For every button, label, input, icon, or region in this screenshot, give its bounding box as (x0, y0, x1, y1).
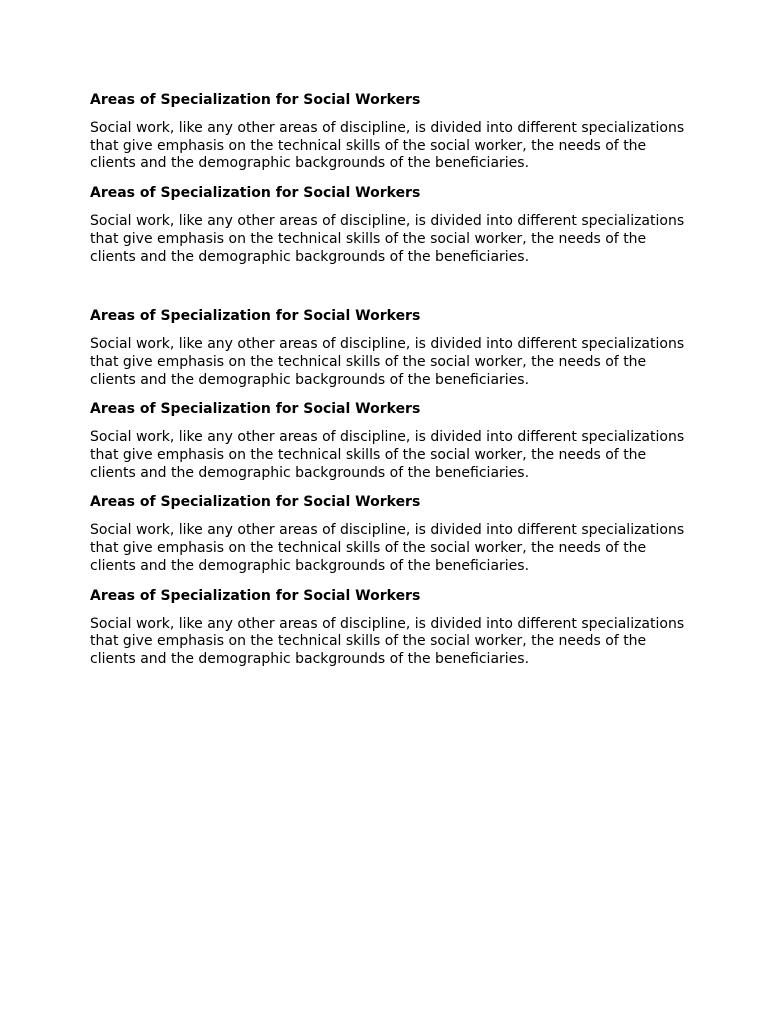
paragraph-line: that give emphasis on the technical skills of the social worker, the needs of the (90, 230, 647, 247)
section-1 (90, 90, 690, 173)
section-heading: Areas of Specialization for Social Workers (90, 185, 421, 202)
section-6 (90, 586, 690, 669)
document-page (90, 90, 690, 679)
paragraph-line: that give emphasis on the technical skills of the social worker, the needs of the (90, 540, 647, 557)
paragraph-line: Social work, like any other areas of discipline, is divided into different specializations (90, 522, 685, 539)
paragraph-line: clients and the demographic backgrounds of the beneficiaries. (90, 557, 530, 574)
blank-gap (90, 276, 690, 306)
paragraph-line: clients and the demographic backgrounds of the beneficiaries. (90, 371, 530, 388)
section-paragraph (90, 213, 690, 266)
paragraph-line: Social work, like any other areas of discipline, is divided into different specializations (90, 213, 685, 230)
section-heading: Areas of Specialization for Social Workers (90, 401, 421, 418)
paragraph-line: that give emphasis on the technical skills of the social worker, the needs of the (90, 633, 647, 650)
paragraph-line: Social work, like any other areas of discipline, is divided into different specializations (90, 615, 685, 632)
section-heading: Areas of Specialization for Social Workers (90, 92, 421, 108)
section-paragraph (90, 336, 690, 389)
section-heading: Areas of Specialization for Social Workers (90, 587, 421, 604)
section-paragraph (90, 429, 690, 482)
section-paragraph (90, 120, 690, 173)
paragraph-line: that give emphasis on the technical skills of the social worker, the needs of the (90, 137, 647, 154)
paragraph-line: clients and the demographic backgrounds of the beneficiaries. (90, 248, 530, 265)
paragraph-line: clients and the demographic backgrounds of the beneficiaries. (90, 650, 530, 667)
section-paragraph (90, 616, 690, 669)
section-2 (90, 183, 690, 266)
paragraph-line: Social work, like any other areas of discipline, is divided into different specializations (90, 120, 685, 136)
section-4 (90, 399, 690, 482)
section-heading: Areas of Specialization for Social Workers (90, 308, 421, 325)
section-paragraph (90, 522, 690, 575)
paragraph-line: Social work, like any other areas of discipline, is divided into different specializations (90, 429, 685, 446)
paragraph-line: that give emphasis on the technical skills of the social worker, the needs of the (90, 447, 647, 464)
paragraph-line: Social work, like any other areas of discipline, is divided into different specializations (90, 336, 685, 353)
paragraph-line: clients and the demographic backgrounds of the beneficiaries. (90, 464, 530, 481)
paragraph-line: that give emphasis on the technical skills of the social worker, the needs of the (90, 353, 647, 370)
section-3 (90, 306, 690, 389)
section-heading: Areas of Specialization for Social Workers (90, 494, 421, 511)
paragraph-line: clients and the demographic backgrounds of the beneficiaries. (90, 155, 530, 172)
section-5 (90, 492, 690, 575)
